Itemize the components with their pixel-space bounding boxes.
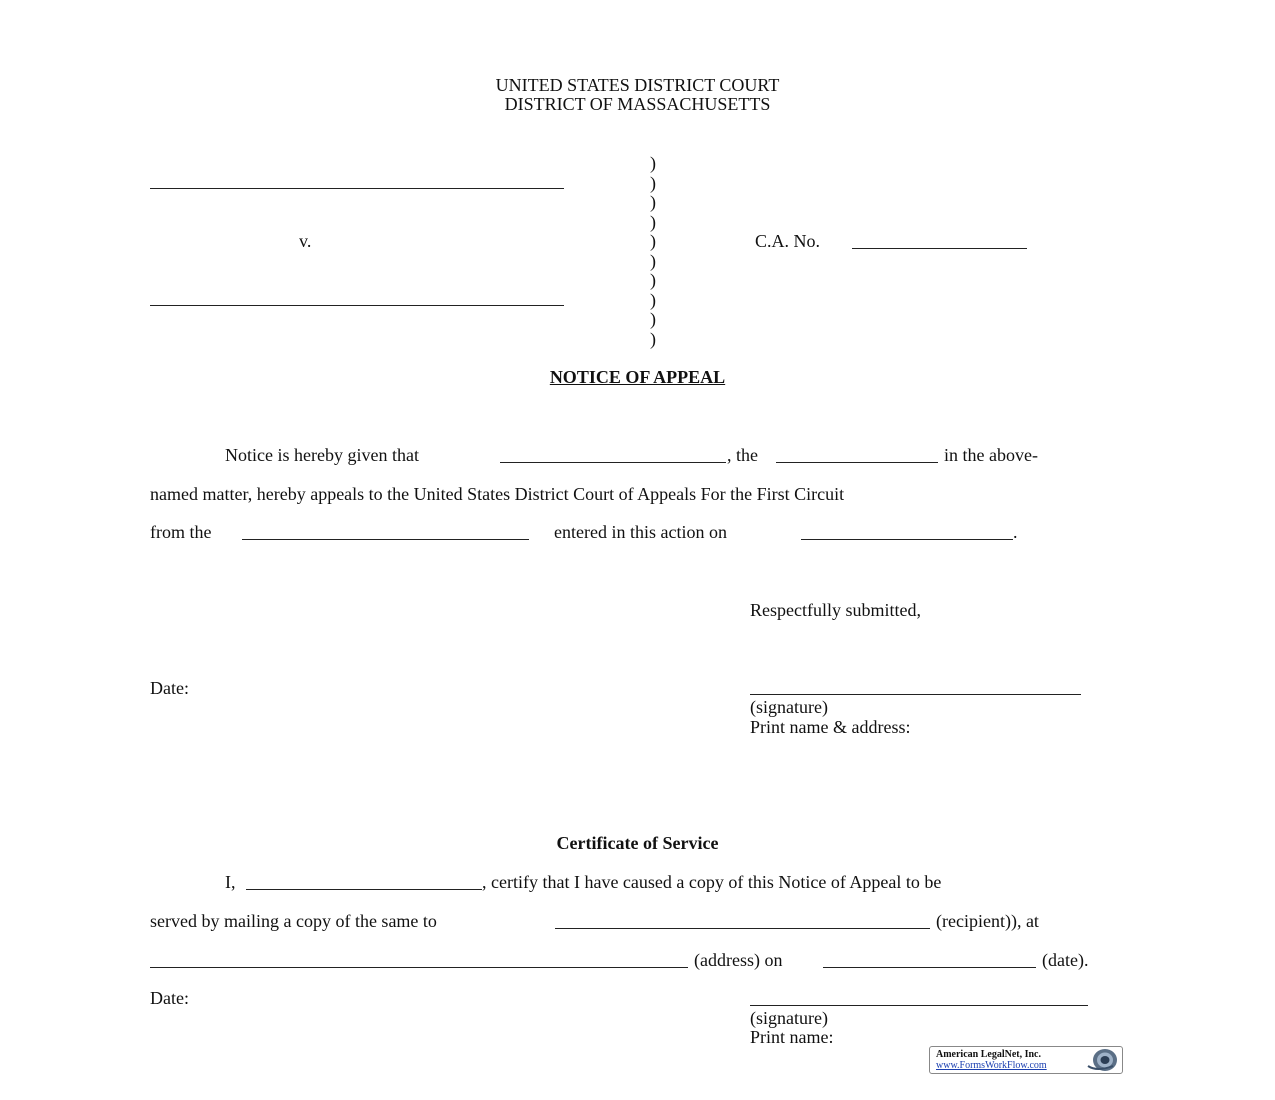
paren: ) [650,251,656,271]
recipient-blank[interactable] [555,928,930,929]
american-legalnet-logo[interactable] [929,1046,1123,1074]
district-name: DISTRICT OF MASSACHUSETTS [504,94,771,114]
entry-date-blank[interactable] [801,539,1013,540]
notice-print-name-label: Print name & address: [750,717,911,737]
paren: ) [650,270,656,290]
logo-company: American LegalNet, Inc. [936,1049,1041,1060]
defendant-blank[interactable] [150,305,564,306]
certificate-title: Certificate of Service [556,833,719,853]
notice-signature-blank[interactable] [750,694,1081,695]
paren: ) [650,173,656,193]
cert-line1-text-a: I, [225,872,236,892]
paren: ) [650,290,656,310]
appellant-name-blank[interactable] [500,462,726,463]
logo-url-link[interactable]: www.FormsWorkFlow.com [936,1060,1047,1071]
notice-line2-text: named matter, hereby appeals to the United States District Court of Appeals For the First Circuit [150,484,845,504]
plaintiff-blank[interactable] [150,188,564,189]
cert-line3-text-a: (address) on [694,950,783,970]
notice-date-label: Date: [150,678,189,698]
notice-line1-text-a: Notice is hereby given that [225,445,419,465]
notice-line1-text-b: , the [727,445,758,465]
paren: ) [650,192,656,212]
notice-line1-text-c: in the above- [944,445,1038,465]
notice-line3-text-a: from the [150,522,212,542]
paren: ) [650,212,656,232]
address-blank[interactable] [150,967,688,968]
notice-line3-text-b: entered in this action on [554,522,727,542]
paren: ) [650,329,656,349]
cert-line3-text-b: (date). [1042,950,1089,970]
cert-line1-text-b: , certify that I have caused a copy of this Notice of Appeal to be [482,872,942,892]
cert-line2-text-b: (recipient)), at [936,911,1039,931]
service-date-blank[interactable] [823,967,1036,968]
cert-signature-blank[interactable] [750,1005,1088,1006]
party-role-blank[interactable] [776,462,938,463]
cert-signature-label: (signature) [750,1008,828,1028]
court-name: UNITED STATES DISTRICT COURT [495,75,780,95]
paren: ) [650,153,656,173]
case-number-blank[interactable] [852,248,1027,249]
versus-label: v. [299,231,312,251]
cert-print-name-label: Print name: [750,1027,834,1047]
case-number-label: C.A. No. [755,231,821,251]
globe-seal-icon [1085,1048,1119,1072]
respectfully-submitted: Respectfully submitted, [750,600,921,620]
notice-line3-text-c: . [1013,522,1018,542]
paren: ) [650,231,656,251]
judgment-type-blank[interactable] [242,539,529,540]
notice-title: NOTICE OF APPEAL [549,367,726,387]
cert-line2-text-a: served by mailing a copy of the same to [150,911,437,931]
cert-date-label: Date: [150,988,189,1008]
paren: ) [650,309,656,329]
notice-signature-label: (signature) [750,697,828,717]
certifier-name-blank[interactable] [246,889,482,890]
